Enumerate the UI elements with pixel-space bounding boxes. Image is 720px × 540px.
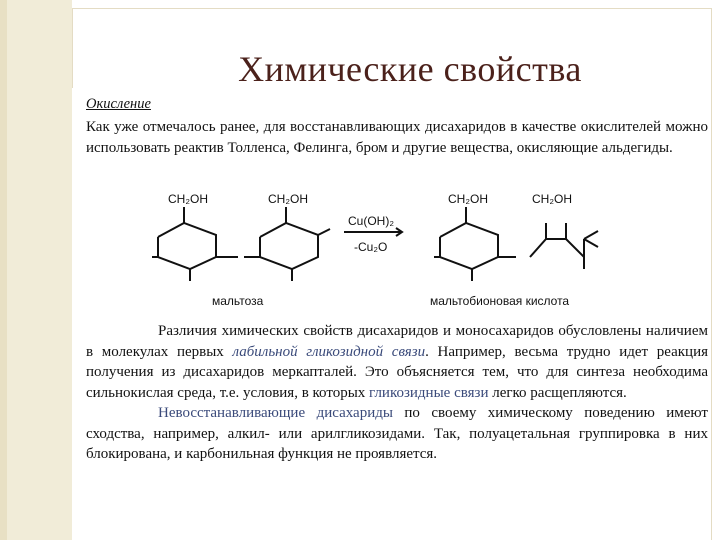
nonreducing-disaccharides-term: Невосстанавливающие дисахариды bbox=[158, 405, 393, 421]
left-band-stripe bbox=[0, 0, 7, 540]
slide-title: Химические свойства bbox=[238, 49, 582, 89]
section-subheading: Окисление bbox=[86, 96, 151, 112]
reagent-label: Cu(OH)₂ bbox=[348, 214, 394, 228]
frame-left-line bbox=[72, 8, 73, 88]
left-ch2oh-label-2: CH₂OH bbox=[268, 192, 308, 206]
right-ch2oh-label-2: CH₂OH bbox=[532, 192, 572, 206]
para2-sentence-1: Различия химических свойств дисахаридов и моносахаридов обусловлены наличием в молекулах первых bbox=[86, 323, 708, 360]
para2-sentence-1-end: . Например, весьма трудно идет реакция получения из дисахаридов меркапталей. Это объясняется тем, что для синтеза необходима сильнокислая среда, т.е. условия, в которых bbox=[86, 343, 709, 401]
para2-sentence-3-end: по своему химическому поведению имеют сходства, например, алкил- или арилгликозидами. Так, полуацетальная группировка в них блокирована, и карбонильная функция не проявляется. bbox=[86, 405, 708, 462]
glycosidic-bond-term: лабильной гликозидной связи bbox=[232, 343, 426, 360]
paragraph-disaccharide-differences bbox=[86, 321, 708, 465]
para2-sentence-2-end: легко расщепляются. bbox=[488, 384, 627, 401]
frame-top-line bbox=[72, 8, 712, 9]
right-compound-caption: мальтобионовая кислота bbox=[430, 294, 570, 308]
glycosidic-bonds-term: гликозидные связи bbox=[369, 384, 489, 401]
left-ch2oh-label-1: CH₂OH bbox=[168, 192, 208, 206]
frame-right-line bbox=[711, 8, 712, 540]
maltose-oxidation-diagram bbox=[140, 185, 630, 313]
byproduct-label: -Cu₂O bbox=[354, 240, 388, 254]
right-ch2oh-label-1: CH₂OH bbox=[448, 192, 488, 206]
left-decorative-band bbox=[0, 0, 72, 540]
left-compound-caption: мальтоза bbox=[212, 294, 264, 308]
paragraph-oxidation: Как уже отмечалось ранее, для восстанавливающих дисахаридов в качестве окислителей можно использовать реактив Толленса, Фелинга, бром и другие вещества, окисляющие альдегиды. bbox=[86, 119, 708, 156]
